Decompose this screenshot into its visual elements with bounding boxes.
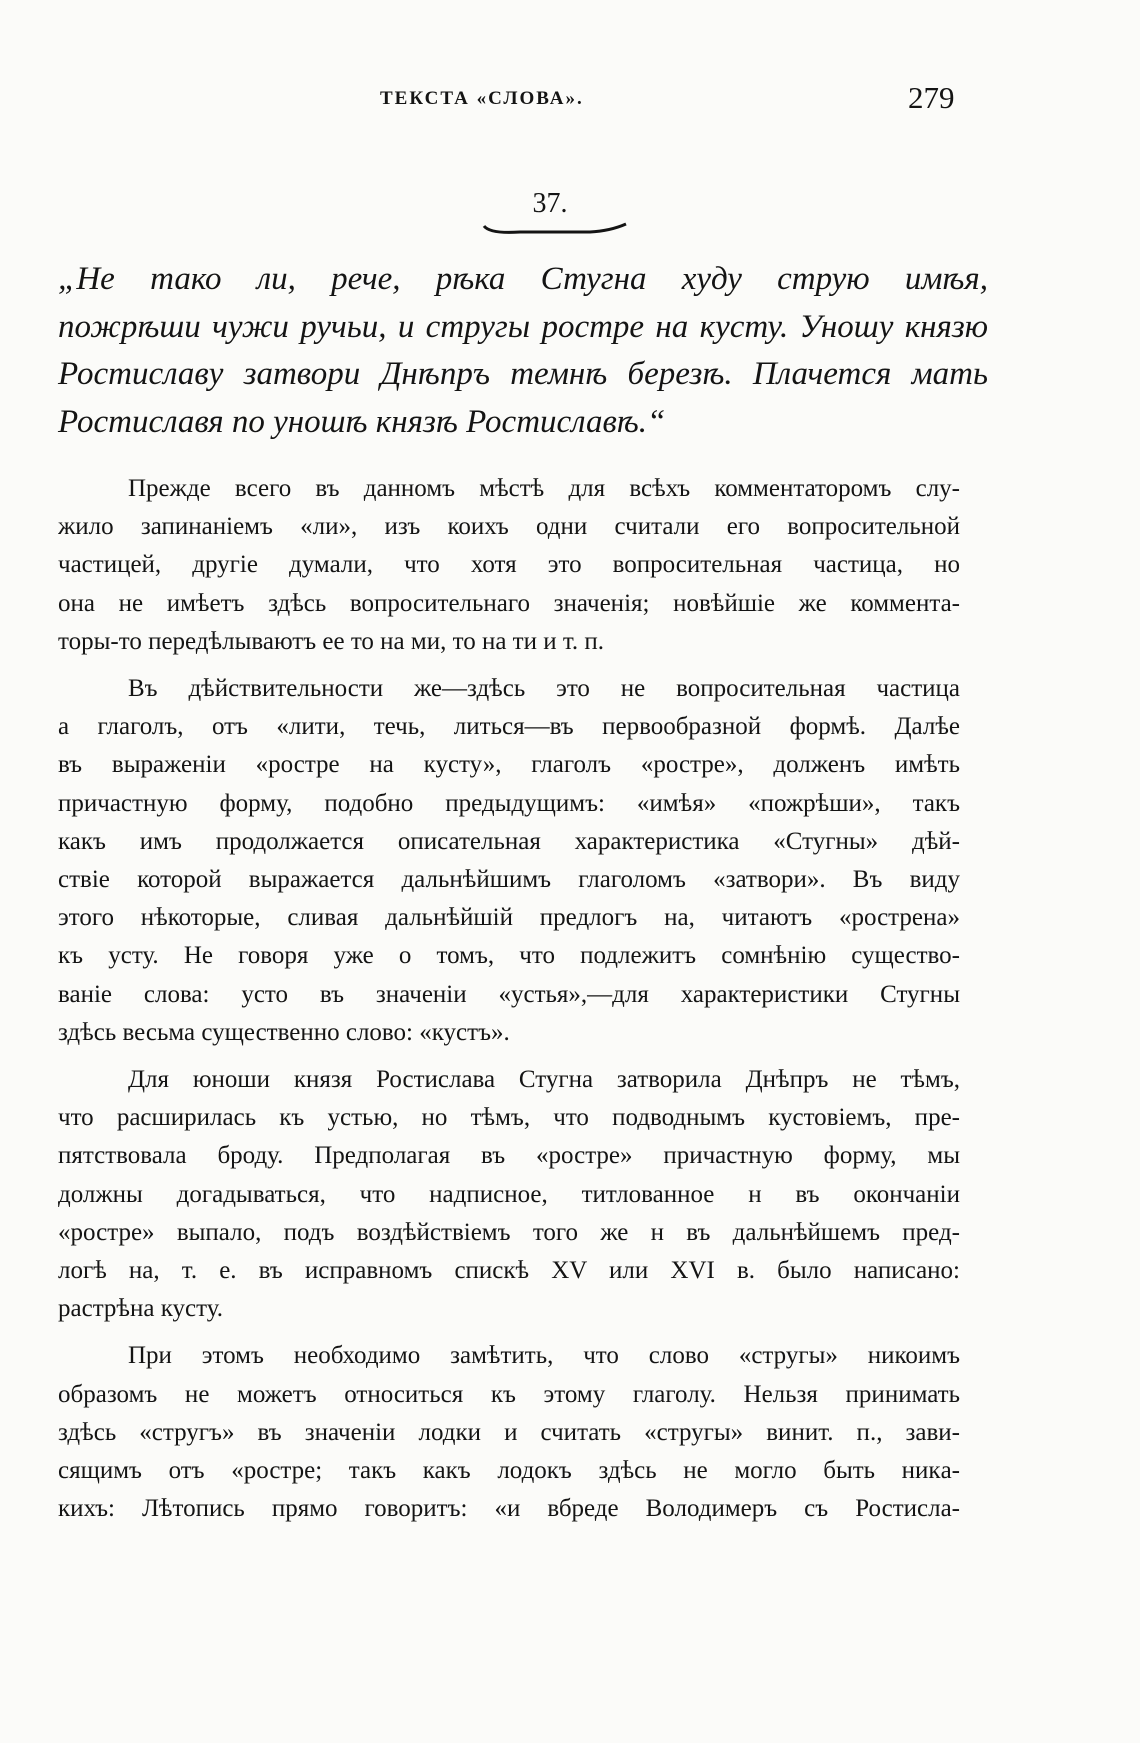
paragraph-1 bbox=[58, 470, 960, 661]
text-line: пятствовала броду. Предполагая въ «ростре» причастную форму, мы bbox=[58, 1142, 960, 1170]
paragraph-3 bbox=[58, 1061, 960, 1328]
text-line: этого нѣкоторые, сливая дальнѣйшій предлогъ на, читаютъ «рострена» bbox=[58, 904, 960, 932]
text-line: образомъ не можетъ относиться къ этому глаголу. Нельзя принимать bbox=[58, 1380, 960, 1408]
text-line: въ выраженіи «ростре на кусту», глаголъ «ростре», долженъ имѣть bbox=[58, 751, 960, 779]
section-number: 37. bbox=[532, 188, 568, 219]
text-line: сящимъ отъ «ростре; такъ какъ лодокъ здѣсь не могло быть никa- bbox=[58, 1457, 960, 1485]
paragraph-gap bbox=[58, 1052, 960, 1061]
text-line: здѣсь весьма существенно слово: «кустъ». bbox=[58, 1018, 510, 1046]
quote-line: „Не тако ли, рече, рѣка Стугна худу струю имѣя, bbox=[58, 261, 988, 297]
text-line: къ усту. Не говоря уже о томъ, что подлежитъ сомнѣнію существо- bbox=[58, 942, 960, 970]
text-line: логѣ на, т. е. въ исправномъ спискѣ XV или XVI в. было написано: bbox=[58, 1257, 960, 1285]
text-line: какъ имъ продолжается описательная характеристика «Стугны» дѣй- bbox=[58, 827, 960, 855]
text-line: ваніе слова: усто въ значеніи «устья»,—для характеристики Стугны bbox=[58, 980, 960, 1008]
paragraph-2 bbox=[58, 670, 960, 1052]
page-number: 279 bbox=[908, 80, 955, 115]
text-line: Прежде всего въ данномъ мѣстѣ для всѣхъ комментаторомъ слу- bbox=[128, 475, 960, 502]
running-head: ТЕКСТА «СЛОВА». bbox=[380, 88, 584, 109]
text-line: частицей, другіе думали, что хотя это вопросительная частица, но bbox=[58, 551, 960, 579]
paragraph-gap bbox=[58, 1328, 960, 1337]
text-line: а глаголъ, отъ «лити, течь, литься—въ первообразной формѣ. Далѣе bbox=[58, 713, 960, 741]
quoted-passage bbox=[58, 256, 988, 446]
paragraph-4 bbox=[58, 1337, 960, 1528]
text-line: кихъ: Лѣтопись прямо говоритъ: «и вбреде Володимеръ съ Ростисла- bbox=[58, 1495, 960, 1523]
text-line: «ростре» выпало, подъ воздѣйствіемъ того же н въ дальнѣйшемъ пред- bbox=[58, 1218, 960, 1246]
text-line: При этомъ необходимо замѣтить, что слово «стругы» никоимъ bbox=[128, 1342, 960, 1370]
text-line: Для юноши князя Ростислава Стугна затворила Днѣпръ не тѣмъ, bbox=[128, 1066, 960, 1094]
quote-line: пожрѣши чужи ручьи, и стругы ростре на кусту. Уношу князю bbox=[58, 308, 988, 345]
text-line: здѣсь «стругъ» въ значеніи лодки и считать «стругы» винит. п., зави- bbox=[58, 1418, 960, 1446]
paragraph-gap bbox=[58, 661, 960, 670]
section-underline-flourish bbox=[480, 222, 630, 236]
text-line: что расширилась къ устью, но тѣмъ, что подводнымъ кустовіемъ, пре- bbox=[58, 1104, 960, 1132]
commentary-body bbox=[58, 470, 960, 1528]
quote-line: Ростиславу затвори Днѣпръ темнѣ березѣ. Плачется мать bbox=[58, 356, 988, 392]
text-line: Въ дѣйствительности же—здѣсь это не вопросительная частица bbox=[128, 675, 960, 703]
text-line: причастную форму, подобно предыдущимъ: «имѣя» «пожрѣши», такъ bbox=[58, 789, 960, 817]
text-line: должны догадываться, что надписное, титлованное н въ окончаніи bbox=[58, 1180, 960, 1208]
quote-line: Ростиславя по уношѣ князѣ Ростиславѣ.“ bbox=[58, 403, 666, 440]
text-line: жило запинаніемъ «ли», изъ коихъ одни считали его вопросительной bbox=[58, 513, 960, 541]
text-line: растрѣна кусту. bbox=[58, 1295, 223, 1323]
text-line: она не имѣетъ здѣсь вопросительнаго значенія; новѣйшіе же коммента- bbox=[58, 589, 960, 617]
text-line: торы-то передѣлываютъ ее то на ми, то на ти и т. п. bbox=[58, 627, 605, 655]
text-line: ствіе которой выражается дальнѣйшимъ глаголомъ «затвори». Въ виду bbox=[58, 866, 960, 894]
